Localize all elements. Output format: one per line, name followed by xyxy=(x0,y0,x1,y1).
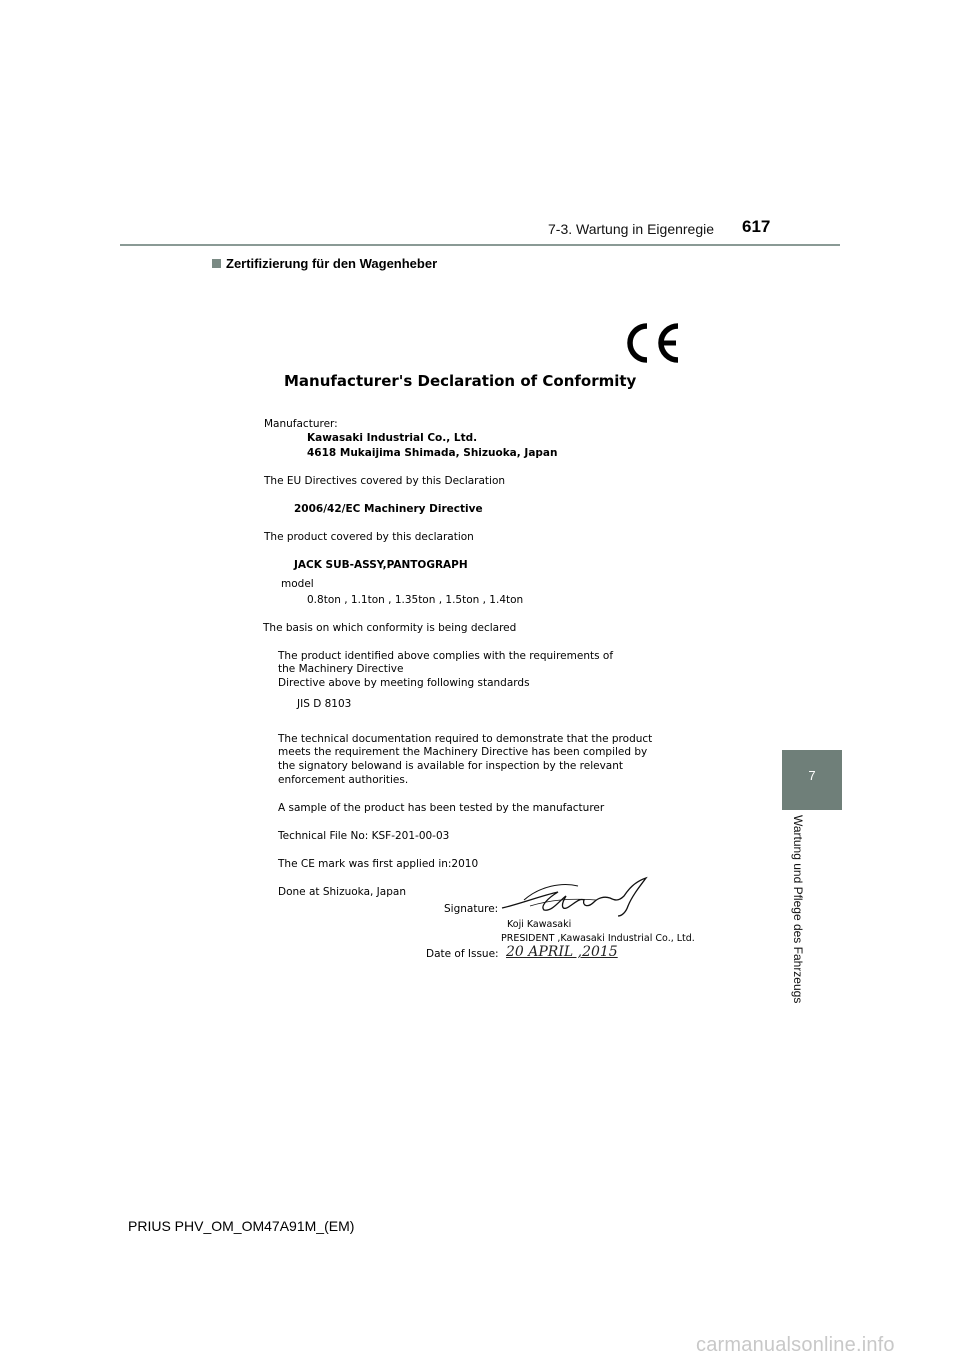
ce-first-applied: The CE mark was first applied in:2010 xyxy=(278,858,479,870)
signature-image xyxy=(500,876,656,918)
directives-label: The EU Directives covered by this Declaration xyxy=(264,475,506,487)
chapter-number: 7 xyxy=(808,768,816,783)
basis-line: Directive above by meeting following standards xyxy=(278,677,530,689)
section-reference: 7-3. Wartung in Eigenregie xyxy=(548,221,715,237)
basis-line: The product identified above complies with the requirements of xyxy=(278,650,614,662)
documentation-line: enforcement authorities. xyxy=(278,774,409,786)
done-at: Done at Shizuoka, Japan xyxy=(278,886,406,898)
issue-date: 20 APRIL ,2015 xyxy=(506,944,618,960)
page-number: 617 xyxy=(742,217,771,236)
model-label: model xyxy=(281,578,314,590)
header-divider xyxy=(120,244,840,246)
documentation-line: The technical documentation required to demonstrate that the product xyxy=(278,733,653,745)
square-bullet-icon xyxy=(212,259,221,268)
ce-mark-icon xyxy=(622,320,682,366)
basis-line: the Machinery Directive xyxy=(278,663,404,675)
chapter-title: Wartung und Pflege des Fahrzeugs xyxy=(791,815,805,1004)
product: JACK SUB-ASSY,PANTOGRAPH xyxy=(294,559,468,571)
standard: JIS D 8103 xyxy=(297,698,352,710)
section-heading-text: Zertifizierung für den Wagenheber xyxy=(226,256,438,271)
certificate-title: Manufacturer's Declaration of Conformity xyxy=(284,372,637,390)
section-heading xyxy=(212,256,437,271)
basis-label: The basis on which conformity is being declared xyxy=(263,622,517,634)
watermark: carmanualsonline.info xyxy=(696,1334,895,1356)
signatory-title: PRESIDENT ,Kawasaki Industrial Co., Ltd. xyxy=(501,933,695,944)
product-label: The product covered by this declaration xyxy=(264,531,474,543)
manufacturer-name: Kawasaki Industrial Co., Ltd. xyxy=(307,432,478,444)
documentation-line: meets the requirement the Machinery Directive has been compiled by xyxy=(278,746,648,758)
date-label: Date of Issue: xyxy=(426,948,499,960)
document-id: PRIUS PHV_OM_OM47A91M_(EM) xyxy=(128,1218,355,1234)
models: 0.8ton , 1.1ton , 1.35ton , 1.5ton , 1.4ton xyxy=(307,594,524,606)
signatory-name: Koji Kawasaki xyxy=(507,919,572,930)
technical-file: Technical File No: KSF-201-00-03 xyxy=(278,830,450,842)
directive: 2006/42/EC Machinery Directive xyxy=(294,503,483,515)
documentation-line: the signatory belowand is available for inspection by the relevant xyxy=(278,760,624,772)
manufacturer-label: Manufacturer: xyxy=(264,418,338,430)
manufacturer-address: 4618 Mukaijima Shimada, Shizuoka, Japan xyxy=(307,447,558,459)
sample-statement: A sample of the product has been tested by the manufacturer xyxy=(278,802,605,814)
signature-label: Signature: xyxy=(444,903,499,915)
